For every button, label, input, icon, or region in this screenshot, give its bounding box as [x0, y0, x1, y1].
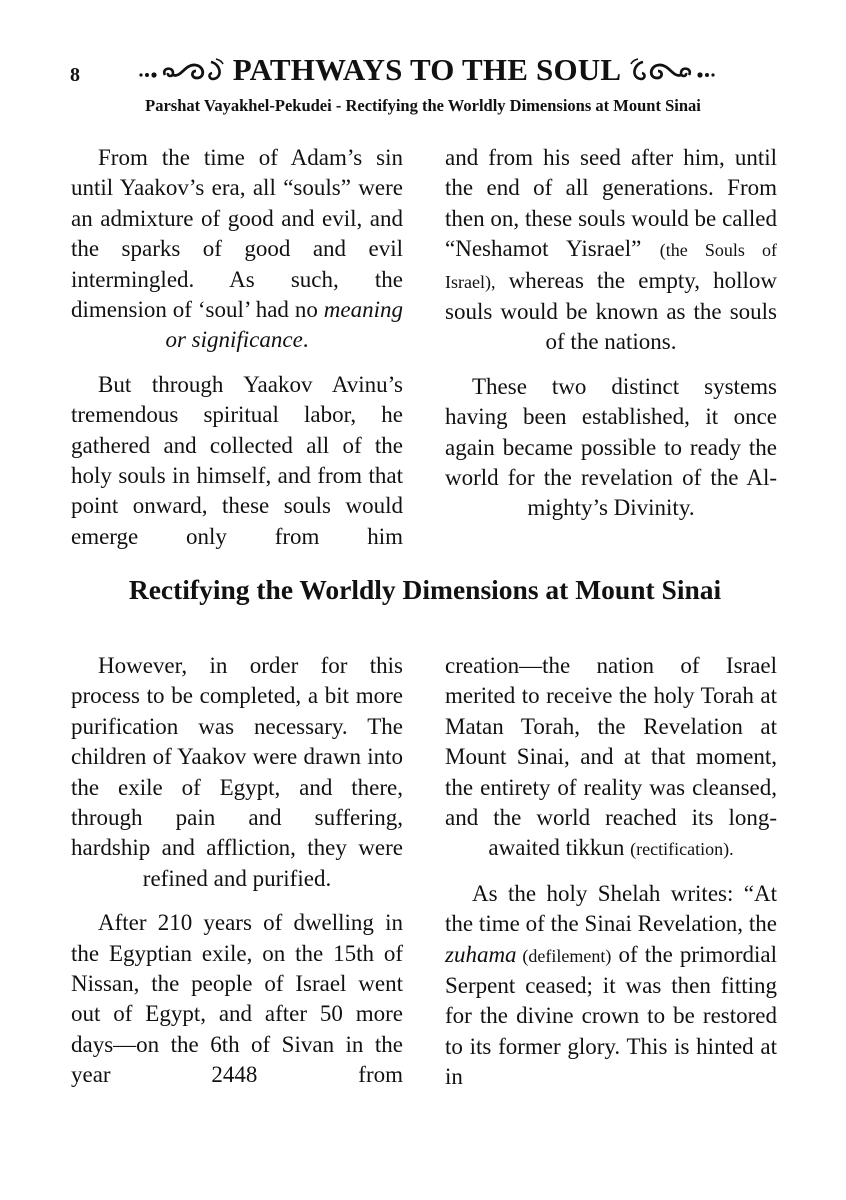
scroll-flourish-left-icon [137, 56, 229, 84]
running-title-text: PATHWAYS TO THE SOUL [232, 52, 622, 87]
gloss-text: (rectification). [630, 839, 734, 860]
paragraph-text: whereas the empty, hollow souls would be known as the souls of the nations. [445, 267, 777, 355]
section-heading: Rectifying the Worldly Dimensions at Mount Sinai [128, 574, 722, 605]
paragraph [71, 143, 403, 356]
paragraph-text: As the holy Shelah writes: “At the time of the Sinai Revelation, the [445, 880, 777, 937]
right-column [445, 143, 777, 566]
paragraph [445, 879, 777, 1093]
paragraph-text: . [302, 327, 309, 353]
running-title [132, 50, 722, 90]
chapter-subtitle: Parshat Vayakhel-Pekudei - Rectifying the Worldly Dimensions at Mount Sinai [145, 96, 701, 115]
paragraph [445, 651, 777, 865]
paragraph: However, in order for this process to be completed, a bit more purification was necessary. The children of Yaakov were drawn into the exile of Egypt, and there, through pain and suffering, hardship and affliction, they were refined and purified. [71, 653, 403, 891]
paragraph-text: From the time of Adam’s sin until Yaakov’s era, all “souls” were an admixture of good and evil, and the sparks of good and evil intermingled. As such, the dimension of ‘soul’ had no [71, 145, 403, 323]
page-header [0, 50, 846, 90]
paragraph: These two distinct systems having been established, it once again became possible to ready the world for the revelation of the Al-mighty’s Divinity. [445, 373, 777, 521]
paragraph-text: of the primordial Serpent ceased; it was then fitting for the divine crown to be restored to its former glory. This is hinted at in [445, 941, 777, 1090]
scroll-flourish-right-icon [625, 56, 717, 84]
top-text-columns [71, 143, 777, 566]
gloss-text: (defilement) [516, 945, 612, 966]
bottom-text-columns [71, 651, 777, 1107]
left-column [71, 651, 403, 1107]
gloss-text: (the Souls of Israel), [445, 240, 777, 292]
paragraph-text: and from his seed after him, until the end of all generations. From then on, these souls would be called “Neshamot Yisrael” [445, 145, 777, 262]
paragraph [445, 143, 777, 358]
paragraph: But through Yaakov Avinu’s tremendous spiritual labor, he gathered and collected all of the holy souls in himself, and from that point onward, these souls would emerge only from him [71, 371, 403, 549]
page-number: 8 [70, 64, 80, 86]
italic-phrase: meaning or significance [165, 297, 403, 353]
paragraph: After 210 years of dwelling in the Egyptian exile, on the 15th of Nissan, the people of Israel went out of Egypt, and after 50 more days—on the 6th of Sivan in the year 2448 from [71, 910, 403, 1088]
right-column [445, 651, 777, 1107]
italic-term: zuhama [445, 941, 517, 967]
left-column [71, 143, 403, 566]
paragraph-text: creation—the nation of Israel merited to receive the holy Torah at Matan Torah, the Revelation at Mount Sinai, and at that moment, the entirety of reality was cleansed, and the world reached its long-awaited tikkun [445, 653, 777, 861]
